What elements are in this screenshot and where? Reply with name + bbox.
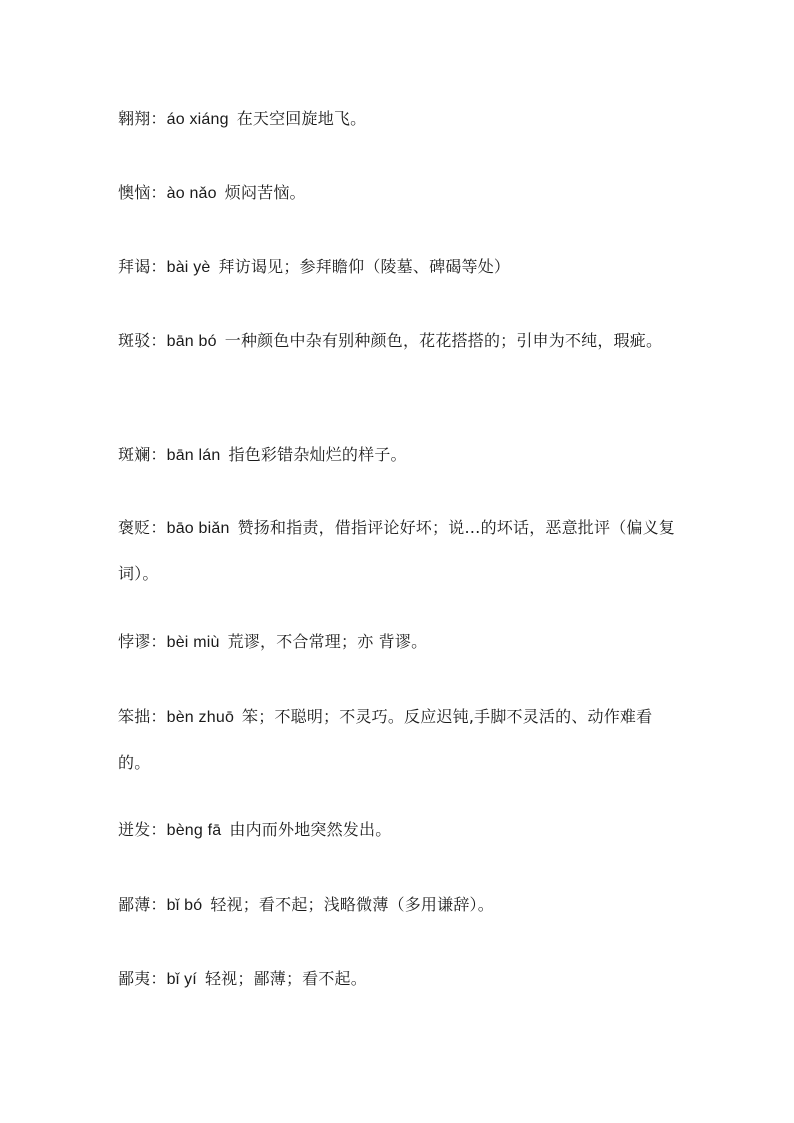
entry-pinyin: bǐ yí xyxy=(166,971,197,988)
entry-definition: 赞扬和指责，借指评论好坏；说…的坏话，恶意批评（偏义复词）。 xyxy=(118,518,676,583)
vocab-entry xyxy=(118,96,678,142)
vocab-entry xyxy=(118,318,678,364)
entry-term: 鄙薄 xyxy=(118,895,151,914)
entry-term: 鄙夷 xyxy=(118,969,151,988)
entry-pinyin: bāo biǎn xyxy=(166,520,230,537)
entry-definition: 轻视；看不起；浅略微薄（多用谦辞）。 xyxy=(210,895,494,914)
entry-term: 悖谬 xyxy=(118,632,151,651)
entry-definition: 一种颜色中杂有别种颜色，花花搭搭的；引申为不纯，瑕疵。 xyxy=(224,331,663,350)
entry-colon: ： xyxy=(150,969,167,988)
vocab-entry xyxy=(118,619,678,665)
vocab-entry xyxy=(118,807,678,853)
entry-term: 拜谒 xyxy=(118,257,151,276)
entry-definition: 笨；不聪明；不灵巧。反应迟钝,手脚不灵活的、动作难看的。 xyxy=(118,707,653,772)
entry-term: 迸发 xyxy=(118,820,151,839)
entry-pinyin: bèng fā xyxy=(166,822,222,839)
entry-definition: 由内而外地突然发出。 xyxy=(229,820,392,839)
entry-term: 褒贬 xyxy=(118,518,151,537)
entry-pinyin: ào nǎo xyxy=(166,185,217,202)
vocab-entry xyxy=(118,956,678,1002)
entry-term: 斑驳 xyxy=(118,331,151,350)
entry-term: 翱翔 xyxy=(118,109,151,128)
entry-colon: ： xyxy=(150,331,167,350)
entry-definition: 在天空回旋地飞。 xyxy=(236,109,367,128)
entry-colon: ： xyxy=(150,895,167,914)
entry-definition: 荒谬，不合常理；亦 背谬。 xyxy=(227,632,428,651)
entry-pinyin: bān bó xyxy=(166,333,217,350)
entry-pinyin: bèi miù xyxy=(166,634,220,651)
entry-definition: 指色彩错杂灿烂的样子。 xyxy=(228,445,407,464)
vocab-entry xyxy=(118,432,678,478)
entry-definition: 烦闷苦恼。 xyxy=(224,183,306,202)
entry-colon: ： xyxy=(150,183,167,202)
entry-colon: ： xyxy=(150,109,167,128)
entry-term: 笨拙 xyxy=(118,707,151,726)
entry-term: 斑斓 xyxy=(118,445,151,464)
vocab-entry xyxy=(118,170,678,216)
entry-colon: ： xyxy=(150,445,167,464)
entry-pinyin: bài yè xyxy=(166,259,211,276)
vocab-entry xyxy=(118,882,678,928)
entry-definition: 轻视；鄙薄；看不起。 xyxy=(204,969,367,988)
entry-pinyin: bān lán xyxy=(166,447,221,464)
entry-definition: 拜访谒见；参拜瞻仰（陵墓、碑碣等处） xyxy=(218,257,511,276)
entry-pinyin: bèn zhuō xyxy=(166,709,235,726)
entry-colon: ： xyxy=(150,257,167,276)
entry-pinyin: áo xiáng xyxy=(166,111,229,128)
entry-term: 懊恼 xyxy=(118,183,151,202)
entry-colon: ： xyxy=(150,820,167,839)
vocab-entry xyxy=(118,505,678,596)
vocab-entry xyxy=(118,244,678,290)
entry-colon: ： xyxy=(150,632,167,651)
vocab-entry xyxy=(118,694,678,785)
entry-pinyin: bǐ bó xyxy=(166,897,203,914)
entry-colon: ： xyxy=(150,707,167,726)
entry-colon: ： xyxy=(150,518,167,537)
